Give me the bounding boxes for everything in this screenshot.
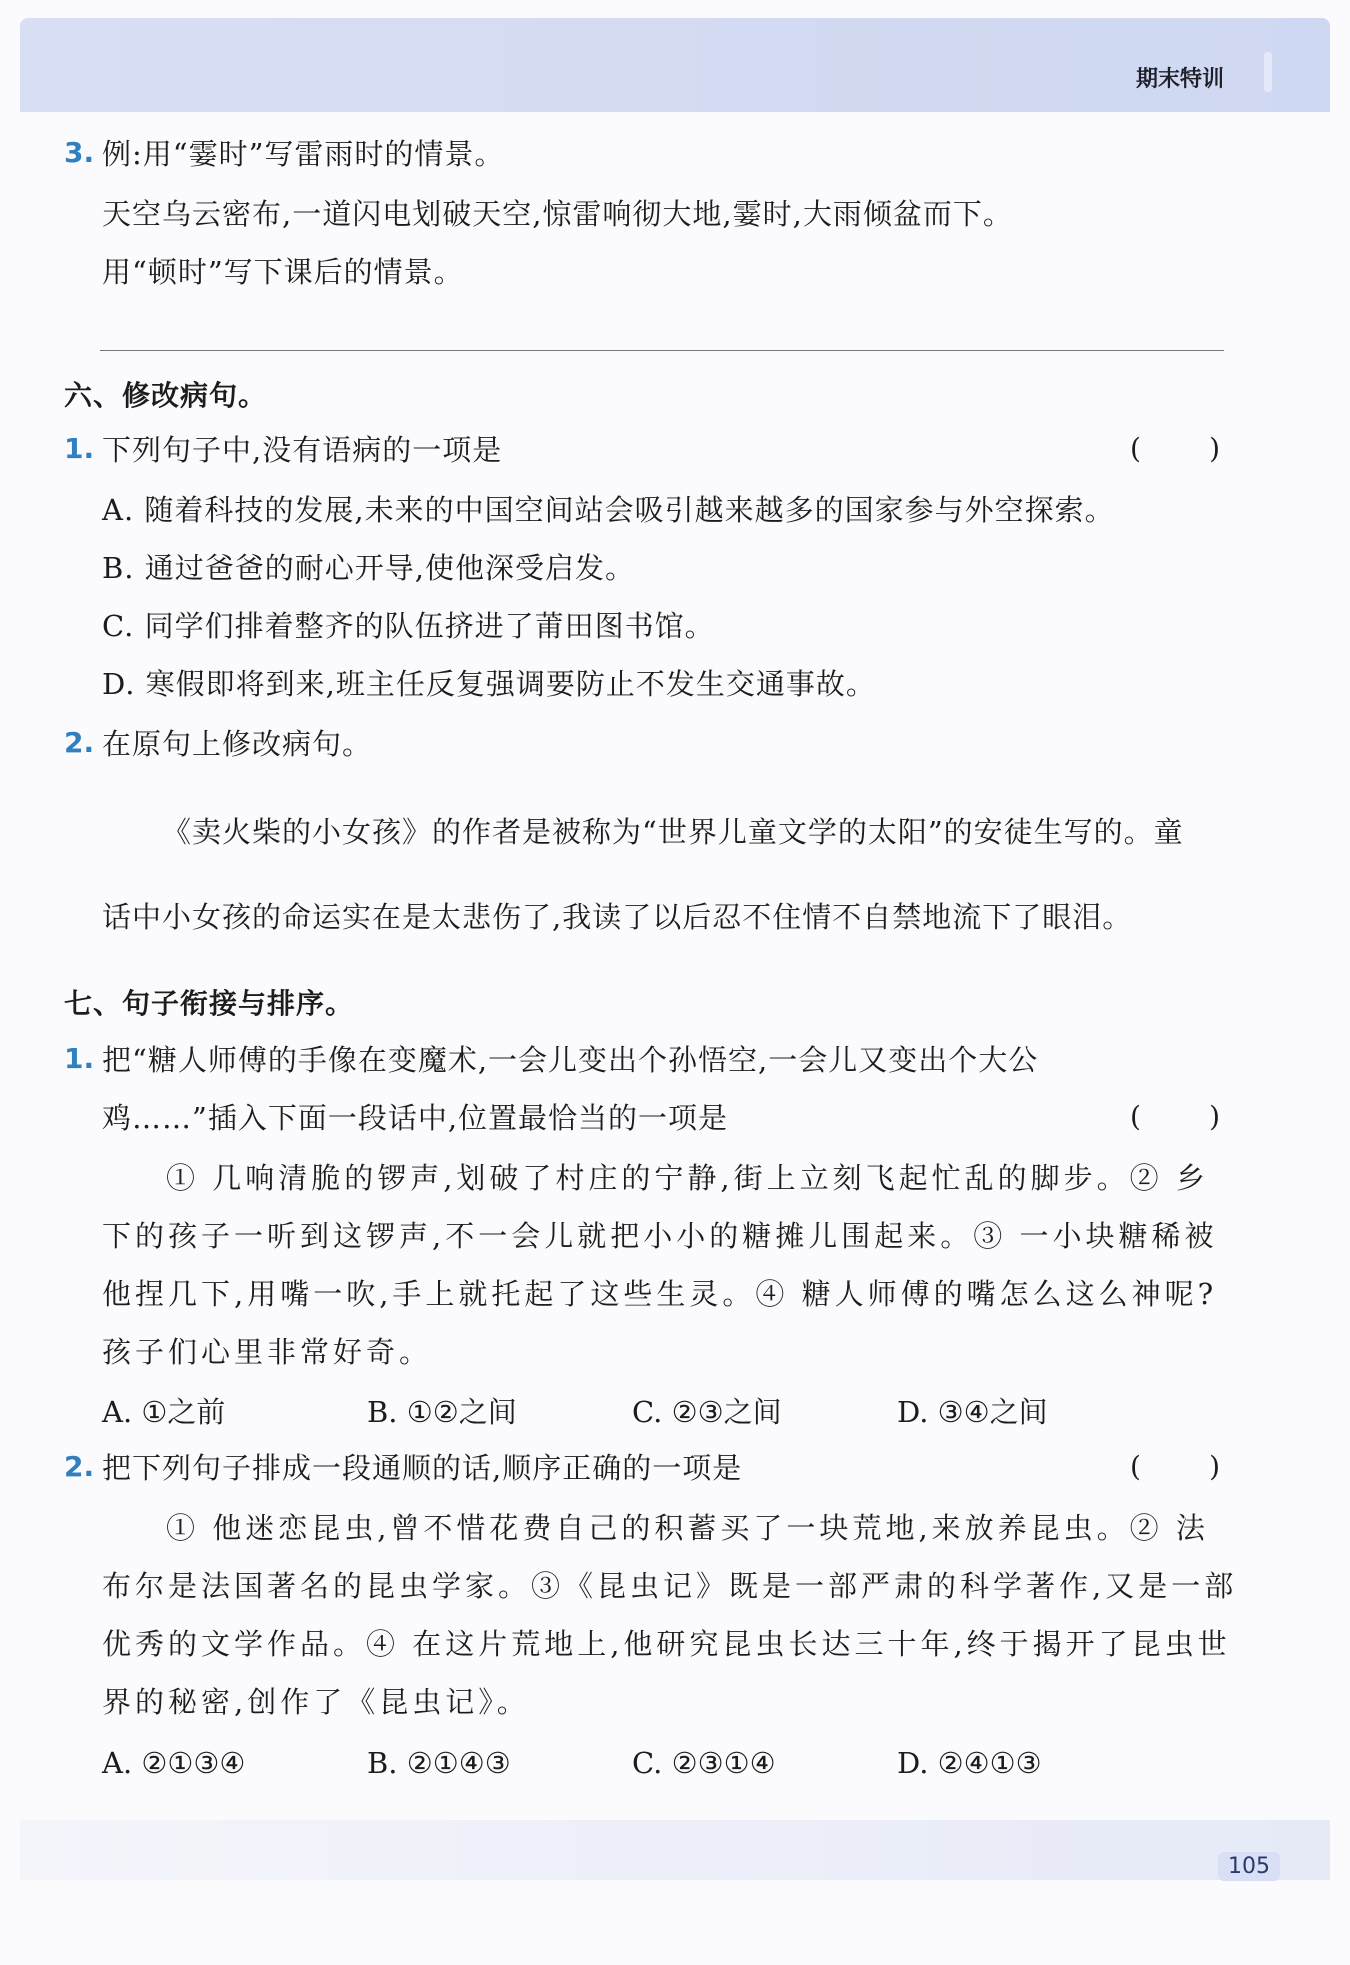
- q3-answer-line[interactable]: [100, 350, 1224, 351]
- header-title: 期末特训: [1135, 67, 1224, 92]
- s7-q2-option-c: C. ②③①④: [632, 1746, 776, 1780]
- s6-q1-number: 1.: [64, 432, 95, 465]
- s7-q1-passage-line4: 孩子们心里非常好奇。: [102, 1335, 433, 1369]
- s6-q1-prompt: 下列句子中,没有语病的一项是: [102, 433, 503, 467]
- s7-q1-option-c: C. ②③之间: [632, 1395, 782, 1429]
- s7-q2-passage-line2: 布尔是法国著名的昆虫学家。③《昆虫记》既是一部严肃的科学著作,又是一部: [102, 1569, 1238, 1603]
- s7-q1-option-a: A. ①之前: [102, 1395, 226, 1429]
- s7-q1-option-b: B. ①②之间: [367, 1395, 517, 1429]
- s6-q2-number: 2.: [64, 726, 95, 759]
- q3-number: 3.: [64, 136, 95, 169]
- s6-q2-prompt: 在原句上修改病句。: [102, 727, 373, 761]
- s7-q2-option-a: A. ②①③④: [102, 1746, 246, 1780]
- s6-q1-answer-parens[interactable]: [1130, 432, 1220, 465]
- s7-q1-prompt-line1: 把“糖人师傅的手像在变魔术,一会儿变出个孙悟空,一会儿又变出个大公: [102, 1043, 1039, 1077]
- s7-q1-option-d: D. ③④之间: [897, 1395, 1048, 1429]
- s6-q2-sentence-line1[interactable]: 《卖火柴的小女孩》的作者是被称为“世界儿童文学的太阳”的安徒生写的。童: [162, 815, 1184, 849]
- s7-q1-passage-line1: ① 几响清脆的锣声,划破了村庄的宁静,街上立刻飞起忙乱的脚步。② 乡: [166, 1161, 1209, 1195]
- q3-example: 天空乌云密布,一道闪电划破天空,惊雷响彻大地,霎时,大雨倾盆而下。: [102, 197, 1013, 231]
- paren-open: (: [1130, 1450, 1141, 1483]
- s6-q1-option-c: C. 同学们排着整齐的队伍挤进了莆田图书馆。: [102, 609, 715, 643]
- paren-close: ): [1209, 432, 1220, 465]
- s6-q2-sentence-line2[interactable]: 话中小女孩的命运实在是太悲伤了,我读了以后忍不住情不自禁地流下了眼泪。: [102, 900, 1133, 934]
- s6-q1-option-a: A. 随着科技的发展,未来的中国空间站会吸引越来越多的国家参与外空探索。: [102, 493, 1115, 527]
- paren-close: ): [1209, 1450, 1220, 1483]
- s7-q2-options: [102, 1746, 1162, 1780]
- s7-q1-passage-line2: 下的孩子一听到这锣声,不一会儿就把小小的糖摊儿围起来。③ 一小块糖稀被: [102, 1219, 1218, 1253]
- s6-q1-option-d: D. 寒假即将到来,班主任反复强调要防止不发生交通事故。: [102, 667, 876, 701]
- s7-q2-prompt: 把下列句子排成一段通顺的话,顺序正确的一项是: [102, 1451, 743, 1485]
- s7-q2-option-d: D. ②④①③: [897, 1746, 1042, 1780]
- page-number: 105: [1218, 1852, 1280, 1881]
- s7-q1-answer-parens[interactable]: [1130, 1100, 1220, 1133]
- s7-q2-answer-parens[interactable]: [1130, 1450, 1220, 1483]
- header-marker: [1264, 52, 1272, 92]
- s7-q1-prompt-line2: 鸡……”插入下面一段话中,位置最恰当的一项是: [102, 1101, 729, 1135]
- paren-open: (: [1130, 1100, 1141, 1133]
- footer-band: [20, 1820, 1330, 1880]
- q3-prompt: 例:用“霎时”写雷雨时的情景。: [102, 137, 505, 171]
- s7-q1-number: 1.: [64, 1042, 95, 1075]
- header-band: [20, 18, 1330, 112]
- s7-q1-passage-line3: 他捏几下,用嘴一吹,手上就托起了这些生灵。④ 糖人师傅的嘴怎么这么神呢?: [102, 1277, 1218, 1311]
- section6-title: 六、修改病句。: [64, 379, 268, 412]
- paren-open: (: [1130, 432, 1141, 465]
- s6-q1-option-b: B. 通过爸爸的耐心开导,使他深受启发。: [102, 551, 635, 585]
- section7-title: 七、句子衔接与排序。: [64, 987, 355, 1020]
- s7-q2-passage-line1: ① 他迷恋昆虫,曾不惜花费自己的积蓄买了一块荒地,来放养昆虫。② 法: [166, 1511, 1209, 1545]
- q3-task: 用“顿时”写下课后的情景。: [102, 255, 464, 289]
- s7-q2-passage-line4: 界的秘密,创作了《昆虫记》。: [102, 1685, 530, 1719]
- paren-close: ): [1209, 1100, 1220, 1133]
- s7-q2-passage-line3: 优秀的文学作品。④ 在这片荒地上,他研究昆虫长达三十年,终于揭开了昆虫世: [102, 1627, 1231, 1661]
- s7-q2-option-b: B. ②①④③: [367, 1746, 511, 1780]
- s7-q2-number: 2.: [64, 1450, 95, 1483]
- s7-q1-options: [102, 1390, 1162, 1431]
